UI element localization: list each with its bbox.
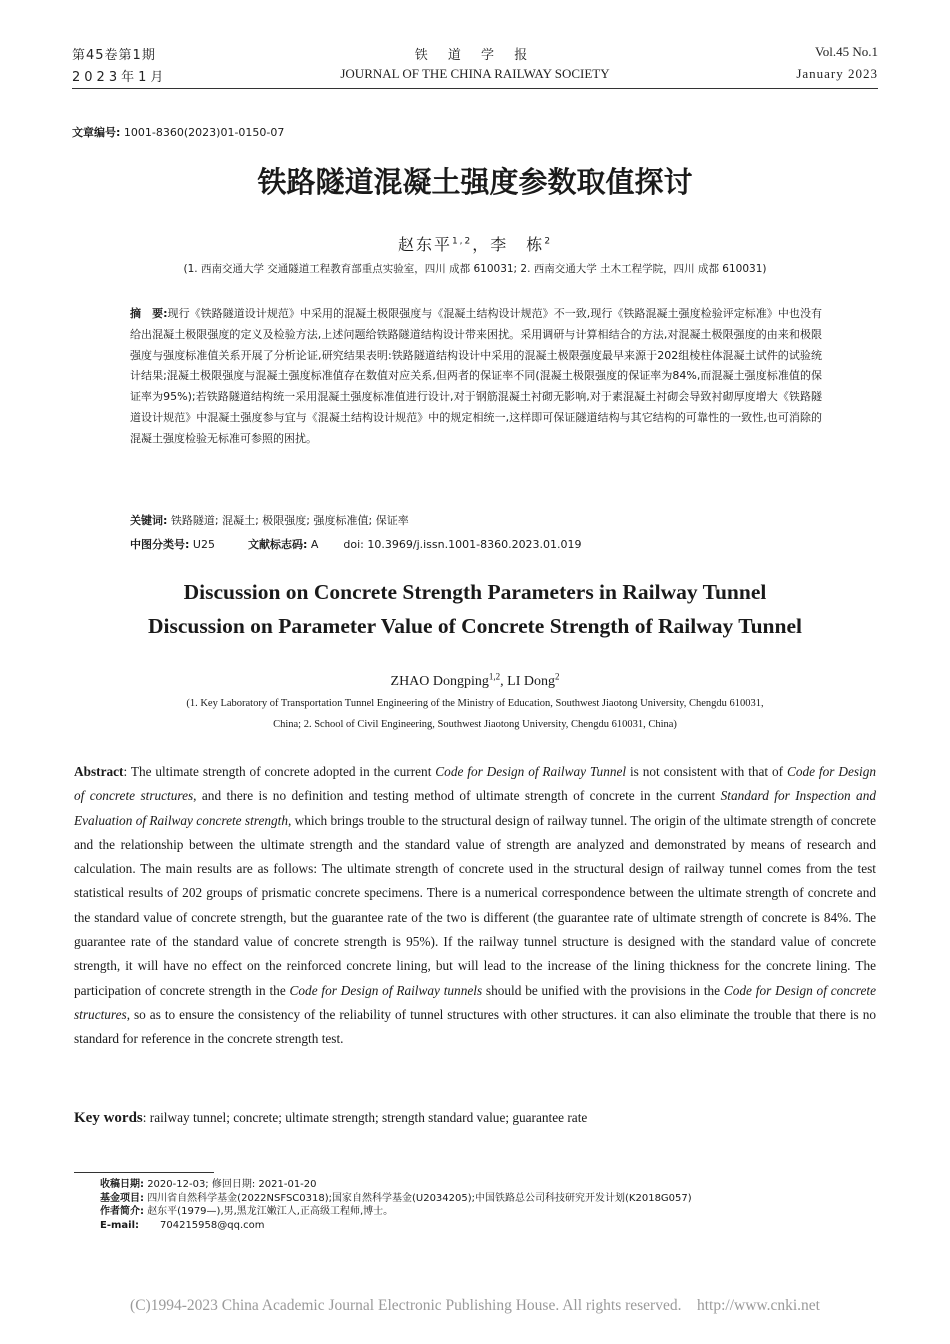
clc-code: U25 [192,538,215,551]
keywords-en-text: : railway tunnel; concrete; ultimate strength; strength standard value; guarantee rate [142,1110,588,1125]
abstract-cn-text: 现行《铁路隧道设计规范》中采用的混凝土极限强度与《混凝土结构设计规范》不一致,现行《铁路混凝土强度检验评定标准》中也没有给出混凝土极限强度的定义及检验方法,上述问题给铁路隧道结构设计带来困扰。采用调研与计算相结合的方法,对混凝土极限强度的由来和极限强度与强度标准值关系开展了分析论证,研究结果表明:铁路隧道结构设计中采用的混凝土极限强度最早来源于202组棱柱体混凝土试件的试验统计结果;混凝土极限强度与混凝土强度标准值存在数值对应关系,但两者的保证率不同(混凝土极限强度的保证率为84%,而混凝土强度标准值的保证率为95%);若铁路隧道结构统一采用混凝土强度标准值进行设计,对于钢筋混凝土衬砌无影响,对于素混凝土衬砌会导致衬砌厚度增大《铁路隧道设计规范》中混凝土强度参与宜与《混凝土结构设计规范》中的规定相统一,这样即可保证隧道结构与其它结构的可靠性的一致性,也可消除的混凝土强度检验无标准可参照的困扰。 [130,307,822,445]
keywords-cn [130,512,409,528]
abstract-en-label: Abstract [74,764,124,779]
header-journal-cn: 铁 道 学 报 [414,48,536,63]
title-en-1: Discussion on Concrete Strength Parameters in Railway Tunnel [183,580,767,604]
author-en-2: LI Dong [507,674,555,689]
keywords-en-label: Key words [74,1110,143,1126]
affiliation-en-2: China; 2. School of Civil Engineering, Southwest Jiaotong University, Chengdu 610031, China) [273,719,677,730]
keywords-en [74,1110,587,1127]
footnote-rule [74,1172,214,1173]
keywords-cn-label: 关键词: [130,514,168,527]
affiliation-cn: (1. 西南交通大学 交通隧道工程教育部重点实验室，四川 成都 610031; 2. 西南交通大学 土木工程学院，四川 成都 610031) [183,263,767,275]
footnotes [100,1178,692,1232]
doc-code: A [310,538,319,551]
footnote-author: 作者简介: 赵东平(1979—),男,黑龙江嫩江人,正高级工程师,博士。 [100,1206,394,1217]
footnote-fund: 基金项目: 四川省自然科学基金(2022NSFSC0318);国家自然科学基金(U2034205);中国铁路总公司科技研究开发计划(K2018G057) [100,1192,692,1204]
author-en-1: ZHAO Dongping [390,674,489,689]
title-en-2: Discussion on Parameter Value of Concrete Strength of Railway Tunnel [148,614,802,638]
header-journal-en: JOURNAL OF THE CHINA RAILWAY SOCIETY [340,66,610,81]
header-date-en: January 2023 [796,66,878,81]
header-volume: 第45卷第1期 [72,48,156,63]
affiliation-en-1: (1. Key Laboratory of Transportation Tunnel Engineering of the Ministry of Education, Southwest Jiaotong University, Chengdu 610031, [186,698,764,709]
article-number [72,124,284,140]
footnote-email: E-mail: 704215958@qq.com [100,1219,265,1231]
author-cn-2: 李 栋 [490,235,545,254]
abstract-cn [130,304,822,450]
header-date: 2023年1月 [72,70,168,85]
article-number-value: 1001-8360(2023)01-0150-07 [123,126,285,139]
footnote-received: 收稿日期: 2020-12-03; 修回日期: 2021-01-20 [100,1179,317,1190]
article-number-label: 文章编号: [72,126,121,139]
authors-en: ZHAO Dongping$^{1,2}$, LI Dong$^2$ [390,671,560,689]
abstract-cn-label: 摘 要: [130,307,168,320]
header-rule [72,88,878,89]
keywords-cn-text: 铁路隧道; 混凝土; 极限强度; 强度标准值; 保证率 [170,514,409,527]
author-cn-1: 赵东平 [397,235,452,254]
title-cn: 铁路隧道混凝土强度参数取值探讨 [257,165,693,199]
authors-cn: 赵东平$^{1,2}$，李 栋$^2$ [397,235,553,254]
abstract-en: Abstract: The ultimate strength of concrete adopted in the current Code for Design of Railway Tunnel is not consistent with that of Code for Design of concrete structures, and there is no definition and testing method of ultimate strength of concrete in the current Standard for Inspection and Evaluation of Railway concrete strength, which brings trouble to the structural design of railway tunnel. The origin of the ultimate strength of concrete and the relationship between the ultimate strength and the standard value of strength are analyzed and demonstrated by means of research and calculation. The main results are as follows: The ultimate strength of concrete used in the structural design of railway tunnel comes from the test statistical results of 202 groups of prismatic concrete specimens. There is a numerical correspondence between the ultimate strength of concrete and the standard value of concrete strength, but the guarantee rate of the two is different (the guarantee rate of ultimate strength of concrete is 84%. The guarantee rate of the standard value of concrete strength is 95%). If the railway tunnel structure is designed with the standard value of concrete strength, it will have no effect on the reinforced concrete lining, but will lead to the increase of the lining thickness for the concrete lining. The participation of concrete strength in the Code for Design of Railway tunnels should be unified with the provisions in the Code for Design of concrete structures, so as to ensure the consistency of the reliability of tunnel structures with other structures. it can also eliminate the trouble that there is no standard for reference in the concrete strength test. [74,764,877,1047]
cnki-watermark: (C)1994-2023 China Academic Journal Electronic Publishing House. All rights reserved. http://www.cnki.net [130,1297,820,1314]
header-vol-en: Vol.45 No.1 [815,44,878,59]
doi: doi: 10.3969/j.issn.1001-8360.2023.01.019 [343,538,582,551]
classification-cn: 中图分类号: U25 文献标志码: A doi: 10.3969/j.issn.1001-8360.2023.01.019 [130,538,582,551]
